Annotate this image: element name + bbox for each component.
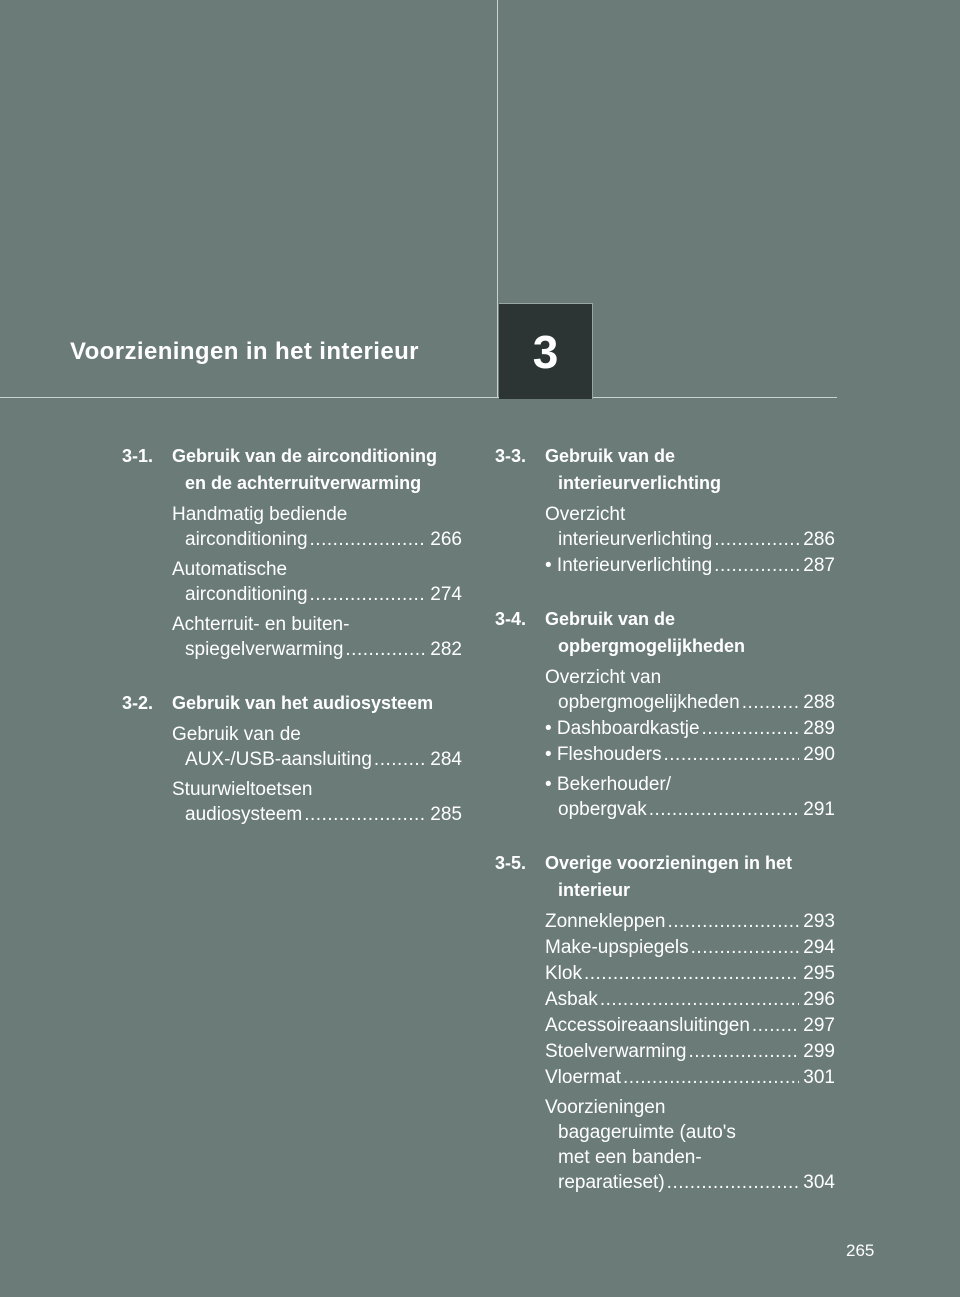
dot-leader — [649, 797, 800, 822]
dot-leader — [752, 1013, 799, 1038]
entry-text: Asbak — [545, 989, 598, 1010]
toc-entry[interactable] — [172, 557, 462, 607]
page-reference: 282 — [430, 639, 462, 660]
entry-lead: Voorzieningen — [545, 1097, 666, 1118]
entry-text: Make-upspiegels — [545, 937, 689, 958]
page-reference: 284 — [430, 749, 462, 770]
page-reference: 296 — [803, 989, 835, 1010]
entry-lead: Automatische — [172, 559, 288, 580]
chapter-number-box — [499, 303, 593, 399]
toc-entry[interactable] — [545, 909, 835, 934]
page-reference: 301 — [803, 1067, 835, 1088]
entry-text: opbergmogelijkheden — [558, 692, 740, 713]
entry-lead: Overzicht — [545, 504, 626, 525]
page-reference: 289 — [803, 718, 835, 739]
entry-lead: Achterruit- en buiten- — [172, 614, 350, 635]
vertical-divider — [497, 0, 498, 398]
dot-leader — [374, 747, 426, 772]
entry-lead: Overzicht van — [545, 667, 662, 688]
page-reference: 266 — [430, 529, 462, 550]
entry-text: • Fleshouders — [545, 744, 662, 765]
dot-leader — [667, 909, 799, 934]
entry-text: airconditioning — [185, 584, 308, 605]
toc-entry[interactable] — [172, 777, 462, 827]
toc-entry[interactable] — [545, 716, 835, 741]
entry-lead: Gebruik van de — [172, 724, 301, 745]
dot-leader — [714, 527, 799, 552]
dot-leader — [623, 1065, 799, 1090]
section-title: Overige voorzieningen in het interieur — [545, 853, 793, 900]
entry-text: opbergvak — [558, 799, 647, 820]
dot-leader — [310, 582, 427, 607]
entry-text: Vloermat — [545, 1067, 622, 1088]
toc-entry[interactable] — [545, 1039, 835, 1064]
entry-lead: Handmatig bediende — [172, 504, 348, 525]
section-title: Gebruik van de interieurverlichting — [545, 446, 722, 493]
toc-entry[interactable] — [545, 961, 835, 986]
entry-text: • Dashboardkastje — [545, 718, 700, 739]
page-reference: 285 — [430, 804, 462, 825]
toc-entry[interactable] — [545, 987, 835, 1012]
entry-text: • Interieurverlichting — [545, 555, 713, 576]
section-number: 3-2. — [122, 693, 154, 713]
toc-entry[interactable] — [545, 502, 835, 552]
entry-text: airconditioning — [185, 529, 308, 550]
dot-leader — [691, 935, 800, 960]
toc-entry[interactable] — [172, 502, 462, 552]
toc-section — [122, 690, 462, 827]
horizontal-divider — [0, 397, 837, 398]
toc-column-right — [495, 443, 835, 1223]
toc-section — [122, 443, 462, 662]
entry-text: Stoelverwarming — [545, 1041, 687, 1062]
entry-text: Zonnekleppen — [545, 911, 666, 932]
dot-leader — [310, 527, 427, 552]
page-reference: 290 — [803, 744, 835, 765]
entry-text: interieurverlichting — [558, 529, 713, 550]
section-title: Gebruik van het audiosysteem — [172, 693, 434, 713]
entry-text: reparatieset) — [558, 1172, 665, 1193]
section-title: Gebruik van de airconditioning en de achterruitverwarming — [172, 446, 438, 493]
entry-text: Accessoireaansluitingen — [545, 1015, 750, 1036]
dot-leader — [689, 1039, 800, 1064]
toc-entry[interactable] — [545, 1095, 835, 1195]
toc-entry[interactable] — [172, 612, 462, 662]
page-reference: 295 — [803, 963, 835, 984]
page-reference: 288 — [803, 692, 835, 713]
dot-leader — [742, 690, 800, 715]
page-reference: 297 — [803, 1015, 835, 1036]
toc-entry[interactable] — [172, 722, 462, 772]
section-number: 3-1. — [122, 446, 154, 466]
dot-leader — [345, 637, 426, 662]
toc-entry[interactable] — [545, 772, 835, 822]
entry-lead: • Bekerhouder/ — [545, 774, 672, 795]
dot-leader — [667, 1170, 800, 1195]
dot-leader — [600, 987, 799, 1012]
dot-leader — [304, 802, 426, 827]
entry-text: audiosysteem — [185, 804, 303, 825]
entry-text: Klok — [545, 963, 582, 984]
dot-leader — [702, 716, 800, 741]
page-reference: 287 — [803, 555, 835, 576]
toc-section — [495, 443, 835, 578]
dot-leader — [664, 742, 800, 767]
page-reference: 304 — [803, 1172, 835, 1193]
toc-section — [495, 850, 835, 1195]
toc-entry[interactable] — [545, 935, 835, 960]
toc-entry[interactable] — [545, 1013, 835, 1038]
toc-section — [495, 606, 835, 822]
entry-text: spiegelverwarming — [185, 639, 344, 660]
toc-column-left — [122, 443, 462, 855]
entry-text: AUX-/USB-aansluiting — [185, 749, 372, 770]
toc-entry[interactable] — [545, 665, 835, 715]
dot-leader — [714, 553, 799, 578]
section-number: 3-5. — [495, 853, 527, 873]
page-reference: 294 — [803, 937, 835, 958]
entry-lead: Stuurwieltoetsen — [172, 779, 313, 800]
entry-subline: bagageruimte (auto's — [558, 1122, 736, 1143]
page-reference: 293 — [803, 911, 835, 932]
page-reference: 291 — [803, 799, 835, 820]
chapter-title: Voorzieningen in het interieur — [70, 338, 419, 365]
entry-subline: met een banden- — [558, 1147, 702, 1168]
page-reference: 274 — [430, 584, 462, 605]
toc-entry[interactable] — [545, 553, 835, 578]
page-number: 265 — [846, 1241, 875, 1260]
section-number: 3-4. — [495, 609, 527, 629]
toc-entry[interactable] — [545, 742, 835, 767]
page-reference: 286 — [803, 529, 835, 550]
chapter-number: 3 — [532, 325, 559, 378]
page-reference: 299 — [803, 1041, 835, 1062]
section-number: 3-3. — [495, 446, 527, 466]
dot-leader — [584, 961, 799, 986]
toc-entry[interactable] — [545, 1065, 835, 1090]
section-title: Gebruik van de opbergmogelijkheden — [545, 609, 746, 656]
